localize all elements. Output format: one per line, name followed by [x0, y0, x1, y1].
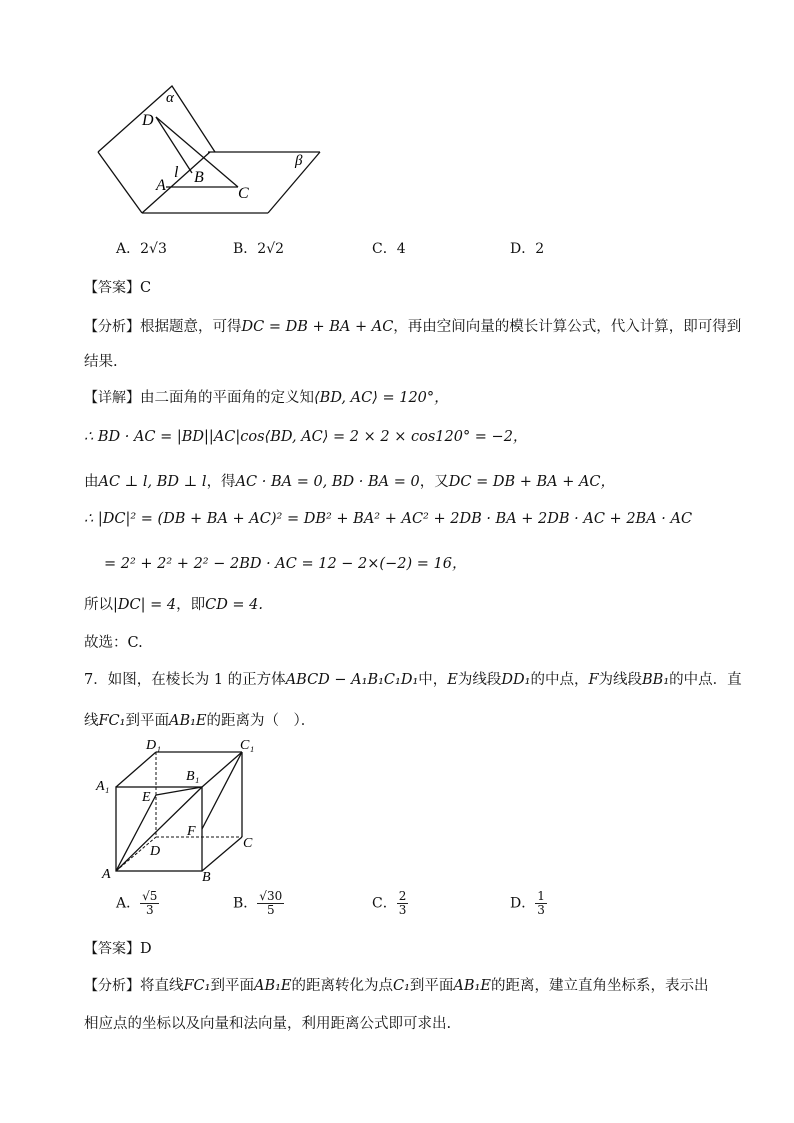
q6-detail-line2: ∴ BD · AC = |BD||AC|cos⟨BD, AC⟩ = 2 × 2 × cos120° = −2， — [84, 429, 528, 445]
option-a[interactable]: A． $\frac{√5}{3}$ — [116, 889, 158, 917]
q6-conclusion: 故选：C. — [84, 635, 143, 651]
option-b[interactable]: B．2√2 — [233, 241, 285, 257]
q6-answer: 【答案】C — [84, 280, 152, 296]
option-d[interactable]: D．2 — [510, 241, 545, 257]
label-B: B — [194, 169, 204, 186]
option-d[interactable]: D． $\frac{1}{3}$ — [510, 889, 545, 917]
option-c[interactable]: C． $\frac{2}{3}$ — [372, 889, 407, 917]
q7-analysis-line2: 相应点的坐标以及向量和法向量，利用距离公式即可求出. — [84, 1016, 452, 1032]
option-b[interactable]: B． $\frac{√30}{5}$ — [233, 889, 283, 917]
label-A: A — [156, 177, 166, 194]
q6-detail-line5: = 2² + 2² + 2² − 2BD · AC = 12 − 2×(−2) = 16， — [104, 556, 467, 572]
formula-dc-sum: DC = DB + BA + AC — [241, 319, 394, 335]
q6-analysis-line1: 【分析】根据题意，可得DC = DB + BA + AC，再由空间向量的模长计算公式，代入计算，即可得到 — [84, 319, 742, 335]
q6-detail-line4: ∴ |DC|² = (DB + BA + AC)² = DB² + BA² + AC² + 2DB · BA + 2DB · AC + 2BA · AC — [84, 511, 693, 527]
label-C: C — [238, 185, 249, 202]
q6-detail-line6: 所以|DC| = 4，即CD = 4. — [84, 597, 264, 613]
label-F: F — [187, 824, 196, 839]
q7-answer: 【答案】D — [84, 941, 152, 957]
option-c[interactable]: C．4 — [372, 241, 406, 257]
q6-detail-line1: 【详解】由二面角的平面角的定义知⟨BD, AC⟩ = 120°， — [84, 390, 449, 406]
label-l: l — [174, 164, 179, 181]
cube-figure — [90, 735, 270, 885]
q6-detail-line3: 由AC ⊥ l, BD ⊥ l，得AC · BA = 0, BD · BA = 0，又DC = DB + BA + AC， — [84, 474, 616, 490]
option-a[interactable]: A．2√3 — [116, 241, 167, 257]
label-B: B — [202, 870, 211, 885]
label-C: C — [243, 836, 253, 851]
q7-statement-line2: 线FC₁到平面AB₁E的距离为（ ）． — [84, 713, 316, 729]
label-beta: β — [295, 153, 303, 169]
label-D1: D₁ — [146, 738, 161, 753]
label-D: D — [150, 844, 161, 859]
label-C1: C₁ — [240, 738, 255, 753]
q6-analysis-line2: 结果. — [84, 354, 118, 370]
label-D: D — [142, 112, 154, 129]
q7-analysis-line1: 【分析】将直线FC₁到平面AB₁E的距离转化为点C₁到平面AB₁E的距离，建立直角坐标系，表示出 — [84, 978, 709, 994]
label-B1: B₁ — [186, 769, 200, 784]
label-A: A — [102, 867, 111, 882]
label-A1: A₁ — [96, 779, 110, 794]
dihedral-figure — [90, 80, 330, 220]
q7-statement-line1: 7．如图，在棱长为 1 的正方体ABCD − A₁B₁C₁D₁中，E为线段DD₁的中点，F为线段BB₁的中点．直 — [84, 672, 742, 688]
plane-alpha-edge — [98, 86, 215, 152]
label-alpha: α — [166, 90, 174, 106]
label-E: E — [142, 790, 151, 805]
